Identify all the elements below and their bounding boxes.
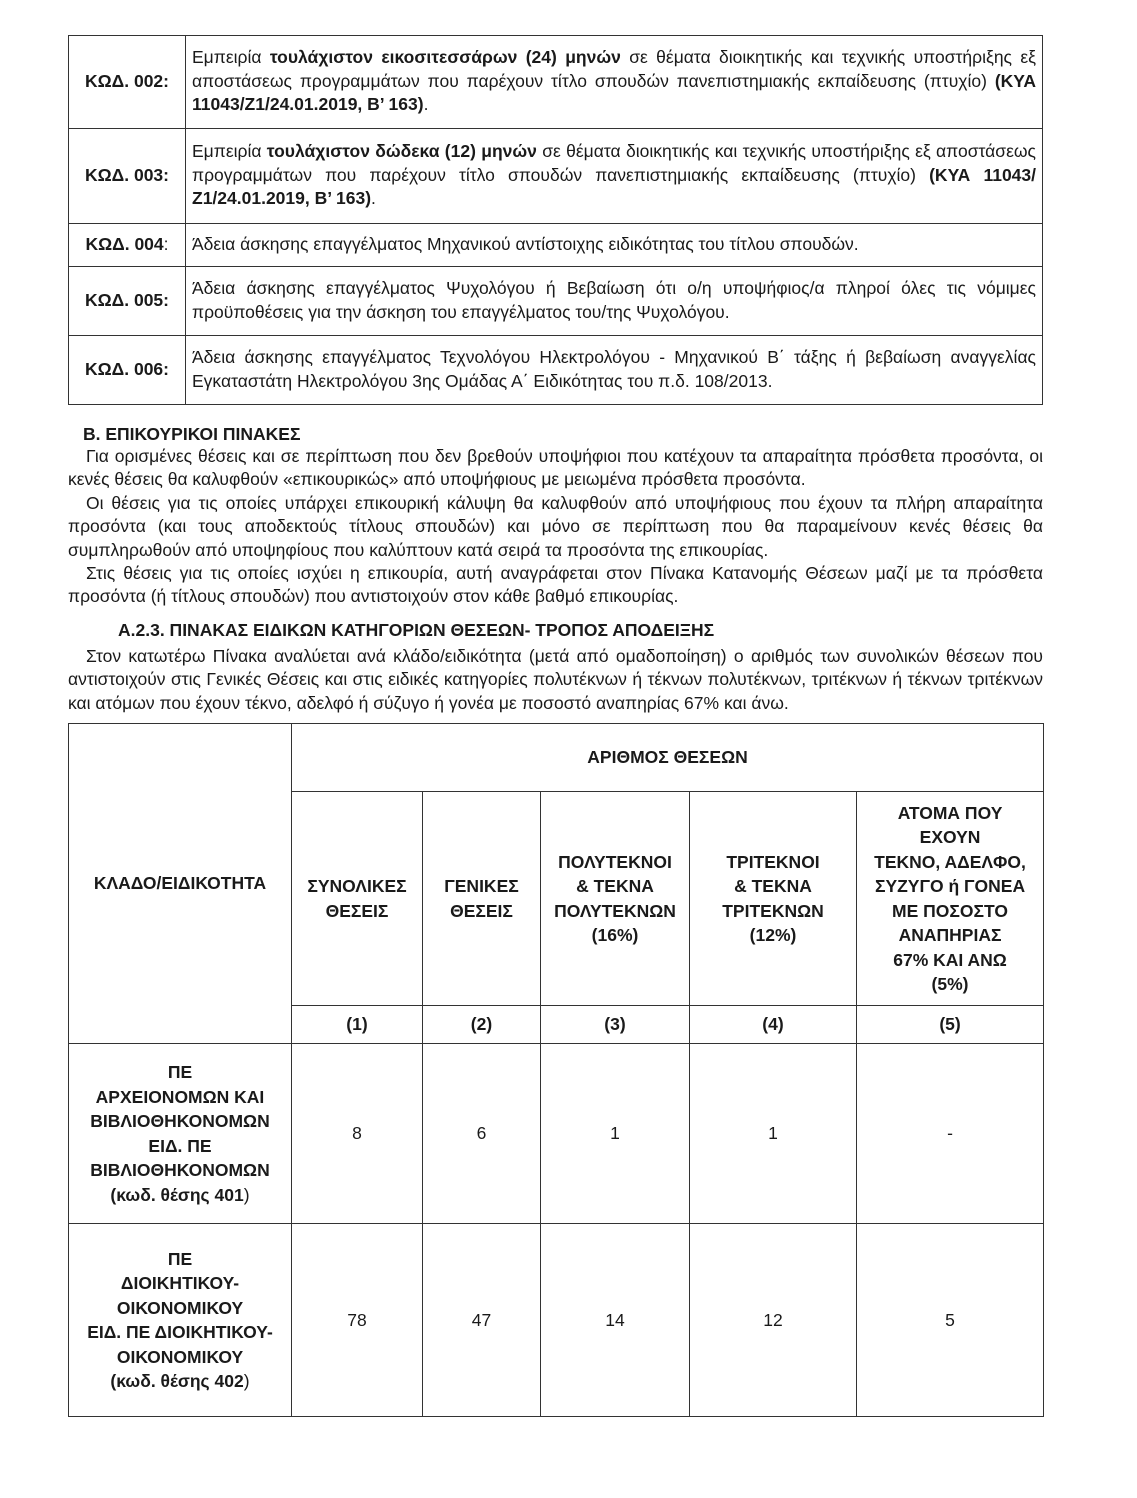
positions-group-header: ΑΡΙΘΜΟΣ ΘΕΣΕΩΝ — [292, 724, 1044, 792]
specialty-label: ΠΕ ΔΙΟΙΚΗΤΙΚΟΥ- ΟΙΚΟΝΟΜΙΚΟΥ ΕΙΔ. ΠΕ ΔΙΟΙΚΗΤΙΚΟΥ- ΟΙΚΟΝΟΜΙΚΟΥ (κωδ. θέσης 402) — [69, 1224, 292, 1417]
code-label: ΚΩΔ. 006: — [69, 336, 186, 405]
table-row — [69, 1224, 1044, 1417]
column-header-general: ΓΕΝΙΚΕΣ ΘΕΣΕΙΣ — [423, 792, 541, 1006]
value-cell: 12 — [690, 1224, 857, 1417]
code-label: ΚΩΔ. 002: — [69, 36, 186, 129]
code-row-004 — [69, 224, 1043, 267]
code-description: Εμπειρία τουλάχιστον εικοσιτεσσάρων (24) μηνών σε θέματα διοικητικής και τεχνικής υποστήριξης εξ αποστάσεως προγραμμάτων που παρέχουν τίτλο σπουδών πανεπιστημιακής εκπαίδευσης (πτυχίο) (ΚΥΑ 11043/Ζ1/24.01.2019, Β’ 163). — [186, 36, 1043, 129]
code-label: ΚΩΔ. 003: — [69, 129, 186, 224]
section-a23-title: Α.2.3. ΠΙΝΑΚΑΣ ΕΙΔΙΚΩΝ ΚΑΤΗΓΟΡΙΩΝ ΘΕΣΕΩΝ- ΤΡΟΠΟΣ ΑΠΟΔΕΙΞΗΣ — [118, 619, 715, 640]
column-number: (3) — [541, 1006, 690, 1044]
specialty-label: ΠΕ ΑΡΧΕΙΟΝΟΜΩΝ ΚΑΙ ΒΙΒΛΙΟΘΗΚΟΝΟΜΩΝ ΕΙΔ. ΠΕ ΒΙΒΛΙΟΘΗΚΟΝΟΜΩΝ (κωδ. θέσης 401) — [69, 1044, 292, 1224]
column-header-large-families: ΠΟΛΥΤΕΚΝΟΙ & ΤΕΚΝΑ ΠΟΛΥΤΕΚΝΩΝ (16%) — [541, 792, 690, 1006]
value-cell: 1 — [541, 1044, 690, 1224]
positions-table — [68, 723, 1044, 1417]
column-number: (4) — [690, 1006, 857, 1044]
column-number: (1) — [292, 1006, 423, 1044]
column-number: (5) — [857, 1006, 1044, 1044]
value-cell: 6 — [423, 1044, 541, 1224]
code-description: Εμπειρία τουλάχιστον δώδεκα (12) μηνών σε θέματα διοικητικής και τεχνικής υποστήριξης εξ αποστάσεως προγραμμάτων που παρέχουν τίτλο σπουδών πανεπιστημιακής εκπαίδευσης (πτυχίο) (ΚΥΑ 11043/Ζ1/24.01.2019, Β’ 163). — [186, 129, 1043, 224]
section-b-paragraph: Στις θέσεις για τις οποίες ισχύει η επικουρία, αυτή αναγράφεται στον Πίνακα Κατανομής Θέσεων μαζί με τα πρόσθετα προσόντα (ή τίτλους σπουδών) που αντιστοιχούν στον κάθε βαθμό επικουρίας. — [68, 563, 1043, 607]
code-label: ΚΩΔ. 005: — [69, 267, 186, 336]
section-a23-paragraph: Στον κατωτέρω Πίνακα αναλύεται ανά κλάδο/ειδικότητα (μετά από ομαδοποίηση) ο αριθμός των συνολικών θέσεων που αντιστοιχούν στις Γενικές Θέσεις και στις ειδικές κατηγορίες πολυτέκνων ή τέκνων πολυτέκνων, τριτέκνων ή τέκνων τριτέκνων και ατόμων που έχουν τέκνο, αδελφό ή σύζυγο ή γονέα με ποσοστό αναπηρίας 67% και άνω. — [68, 645, 1043, 713]
value-cell: 47 — [423, 1224, 541, 1417]
table-row — [69, 1044, 1044, 1224]
section-b-paragraph: Οι θέσεις για τις οποίες υπάρχει επικουρική κάλυψη θα καλυφθούν από υποψήφιους που έχουν τα πλήρη απαραίτητα προσόντα (και τους αποδεκτούς τίτλους σπουδών) και μόνο σε περίπτωση που θα παραμείνουν κενές θέσεις θα συμπληρωθούν από υποψηφίους που καλύπτουν κατά σειρά τα προσόντα της επικουρίας. — [68, 492, 1043, 560]
column-header-total: ΣΥΝΟΛΙΚΕΣ ΘΕΣΕΙΣ — [292, 792, 423, 1006]
section-b-paragraph: Για ορισμένες θέσεις και σε περίπτωση που δεν βρεθούν υποψήφιοι που κατέχουν τα απαραίτητα πρόσθετα προσόντα, οι κενές θέσεις θα καλυφθούν «επικουρικώς» από υποψήφιους με μειωμένα πρόσθετα προσόντα. — [68, 446, 1043, 490]
value-cell: 14 — [541, 1224, 690, 1417]
document-page — [68, 35, 1043, 1417]
code-description: Άδεια άσκησης επαγγέλματος Τεχνολόγου Ηλεκτρολόγου - Μηχανικού Β΄ τάξης ή βεβαίωση αναγγελίας Εγκαταστάτη Ηλεκτρολόγου 3ης Ομάδας Α΄ Ειδικότητας του π.δ. 108/2013. — [186, 336, 1043, 405]
code-description: Άδεια άσκησης επαγγέλματος Μηχανικού αντίστοιχης ειδικότητας του τίτλου σπουδών. — [186, 224, 1043, 267]
positions-header-row — [69, 724, 1044, 792]
value-cell: 8 — [292, 1044, 423, 1224]
qualification-codes-table — [68, 35, 1043, 405]
section-b-title: Β. ΕΠΙΚΟΥΡΙΚΟΙ ΠΙΝΑΚΕΣ — [83, 424, 301, 444]
code-row-006 — [69, 336, 1043, 405]
value-cell: 5 — [857, 1224, 1044, 1417]
value-cell: - — [857, 1044, 1044, 1224]
code-label: ΚΩΔ. 004: — [69, 224, 186, 267]
column-header-three-children: ΤΡΙΤΕΚΝΟΙ & ΤΕΚΝΑ ΤΡΙΤΕΚΝΩΝ (12%) — [690, 792, 857, 1006]
code-row-002 — [69, 36, 1043, 129]
code-row-003 — [69, 129, 1043, 224]
specialty-column-header: ΚΛΑΔΟ/ΕΙΔΙΚΟΤΗΤΑ — [69, 724, 292, 1044]
column-number: (2) — [423, 1006, 541, 1044]
column-header-disability: ΑΤΟΜΑ ΠΟΥ ΕΧΟΥΝ ΤΕΚΝΟ, ΑΔΕΛΦΟ, ΣΥΖΥΓΟ ή ΓΟΝΕΑ ΜΕ ΠΟΣΟΣΤΟ ΑΝΑΠΗΡΙΑΣ 67% ΚΑΙ ΑΝΩ (5%) — [857, 792, 1044, 1006]
value-cell: 1 — [690, 1044, 857, 1224]
value-cell: 78 — [292, 1224, 423, 1417]
code-description: Άδεια άσκησης επαγγέλματος Ψυχολόγου ή Βεβαίωση ότι ο/η υποψήφιος/α πληροί όλες τις νόμιμες προϋποθέσεις για την άσκηση του επαγγέλματος του/της Ψυχολόγου. — [186, 267, 1043, 336]
code-row-005 — [69, 267, 1043, 336]
